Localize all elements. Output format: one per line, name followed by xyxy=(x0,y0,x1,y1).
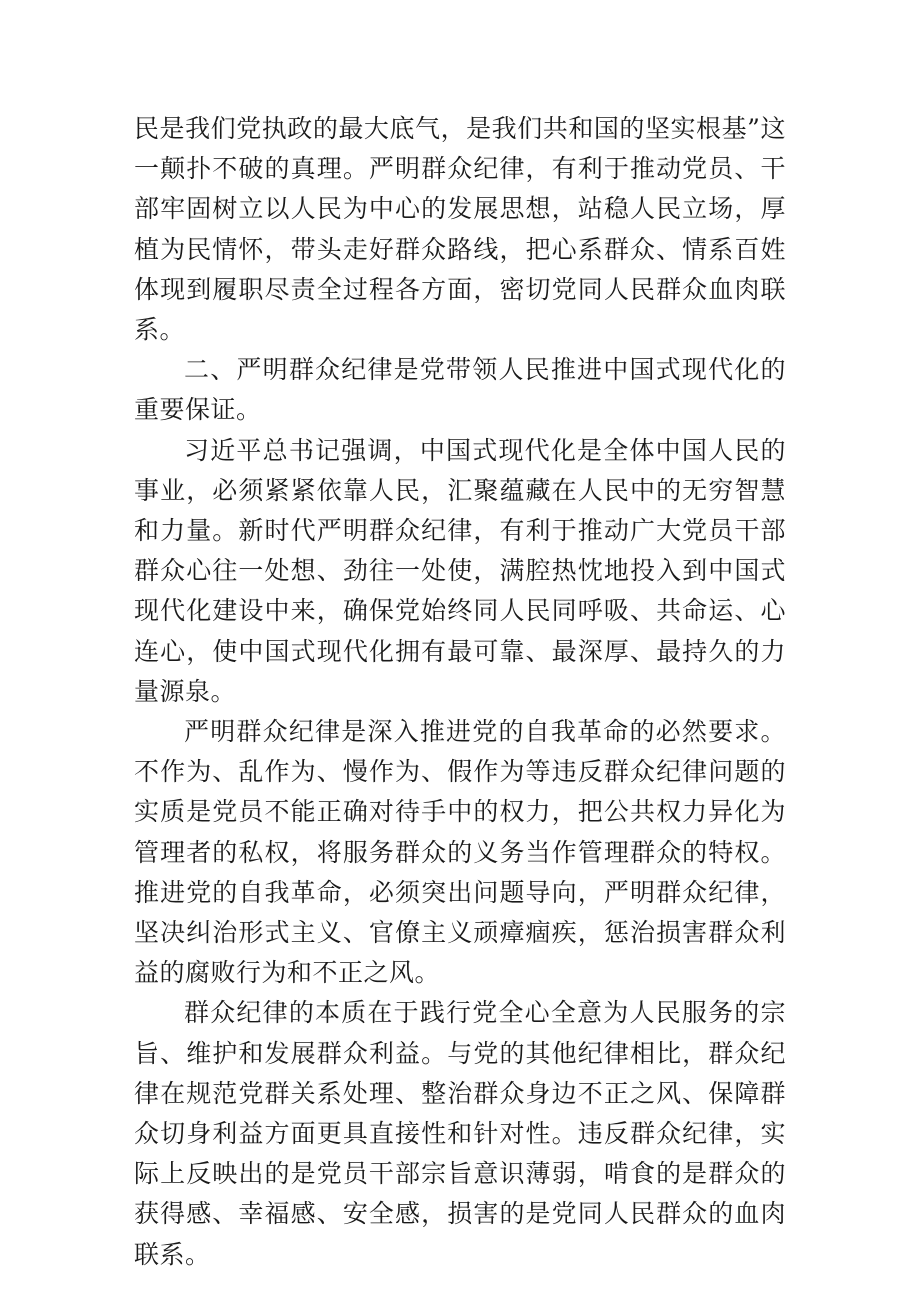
paragraph-continuation: 民是我们党执政的最大底气，是我们共和国的坚实根基”这一颠扑不破的真理。严明群众纪律，有利于推动党员、干部牢固树立以人民为中心的发展思想，站稳人民立场，厚植为民情怀，带头走好群众路线，把心系群众、情系百姓体现到履职尽责全过程各方面，密切党同人民群众血肉联系。 xyxy=(134,114,786,345)
paragraph-xi-quote: 习近平总书记强调，中国式现代化是全体中国人民的事业，必须紧紧依靠人民，汇聚蕴藏在人民中的无穷智慧和力量。新时代严明群众纪律，有利于推动广大党员干部群众心往一处想、劲往一处使，满腔热忱地投入到中国式现代化建设中来，确保党始终同人民同呼吸、共命运、心连心，使中国式现代化拥有最可靠、最深厚、最持久的力量源泉。 xyxy=(134,435,786,706)
paragraph-essence: 群众纪律的本质在于践行党全心全意为人民服务的宗旨、维护和发展群众利益。与党的其他纪律相比，群众纪律在规范党群关系处理、整治群众身边不正之风、保障群众切身利益方面更具直接性和针对性。违反群众纪律，实际上反映出的是党员干部宗旨意识薄弱，啃食的是群众的获得感、幸福感、安全感，损害的是党同人民群众的血肉联系。 xyxy=(134,998,786,1269)
paragraph-self-revolution: 严明群众纪律是深入推进党的自我革命的必然要求。不作为、乱作为、慢作为、假作为等违反群众纪律问题的实质是党员不能正确对待手中的权力，把公共权力异化为管理者的私权，将服务群众的义务当作管理群众的特权。推进党的自我革命，必须突出问题导向，严明群众纪律，坚决纠治形式主义、官僚主义顽瘴痼疾，惩治损害群众利益的腐败行为和不正之风。 xyxy=(134,717,786,988)
section-heading-2: 二、严明群众纪律是党带领人民推进中国式现代化的重要保证。 xyxy=(134,355,786,425)
document-body xyxy=(134,109,786,1275)
